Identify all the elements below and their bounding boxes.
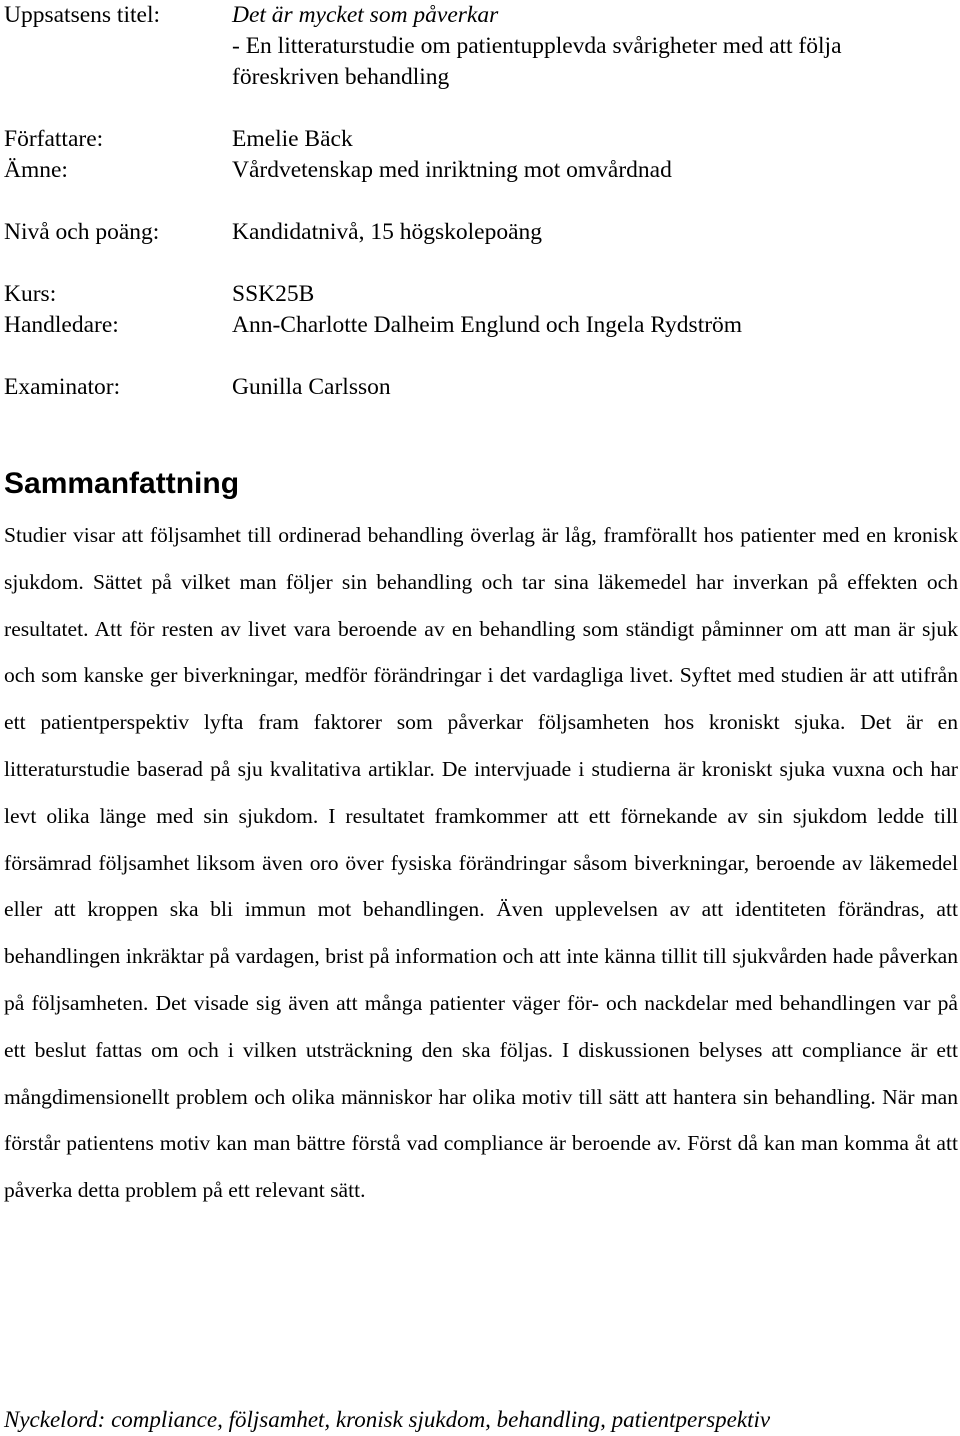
title-row [4,0,960,31]
course-value: SSK25B [232,281,315,307]
summary-heading: Sammanfattning [4,467,240,500]
author-value: Emelie Bäck [232,126,353,152]
author-row [4,124,960,155]
course-label: Kurs: [4,281,57,307]
subject-value: Vårdvetenskap med inriktning mot omvårdnad [232,157,672,183]
thesis-subtitle-line2: föreskriven behandling [232,64,450,90]
course-row [4,279,960,310]
thesis-title: Det är mycket som påverkar [232,2,499,28]
examiner-row [4,372,960,403]
level-row [4,217,960,248]
level-label: Nivå och poäng: [4,219,160,245]
summary-text: Studier visar att följsamhet till ordinerad behandling överlag är låg, framförallt hos patienter med en kronisk sjukdom. Sättet på vilket man följer sin behandling och tar sina läkemedel har inverkan på effekten och resultatet. Att för resten av livet vara beroende av en behandling som ständigt påminner om att man är sjuk och som kanske ger biverkningar, medför förändringar i det vardagliga livet. Syftet med studien är att utifrån ett patientperspektiv lyfta fram faktorer som påverkar följsamheten hos kroniskt sjuka. Det är en litteraturstudie baserad på sju kvalitativa artiklar. De intervjuade i studierna är kroniskt sjuka vuxna och har levt olika länge med sin sjukdom. I resultatet framkommer att ett förnekande av sin sjukdom ledde till försämrad följsamhet liksom även oro över fysiska förändringar såsom biverkningar, beroende av läkemedel eller att kroppen ska bli immun mot behandlingen. Även upplevelsen av att identiteten förändras, att behandlingen inkräktar på vardagen, brist på information och att inte känna tillit till sjukvården hade påverkan på följsamheten. Det visade sig även att många patienter väger för- och nackdelar med behandlingen var på ett beslut fattas om och i vilken utsträckning den ska följas. I diskussionen belyses att compliance är ett mångdimensionellt problem och olika människor har olika motiv till sätt att hantera sin behandling. När man förstår patientens motiv kan man bättre förstå vad compliance är beroende av. Först då kan man komma åt att påverka detta problem på ett relevant sätt. [4,523,958,1203]
level-value: Kandidatnivå, 15 högskolepoäng [232,219,543,245]
examiner-value: Gunilla Carlsson [232,374,391,400]
title-label: Uppsatsens titel: [4,2,160,28]
subject-label: Ämne: [4,157,68,183]
thesis-subtitle-line1: - En litteraturstudie om patientupplevda svårigheter med att följa [232,33,842,59]
subject-row [4,155,960,186]
supervisor-value: Ann-Charlotte Dalheim Englund och Ingela Rydström [232,312,743,338]
examiner-label: Examinator: [4,374,121,400]
author-label: Författare: [4,126,104,152]
thesis-metadata [4,0,960,403]
keywords-line: Nyckelord: compliance, följsamhet, kronisk sjukdom, behandling, patientperspektiv [4,1407,771,1432]
supervisor-label: Handledare: [4,312,119,338]
supervisor-row [4,310,960,341]
